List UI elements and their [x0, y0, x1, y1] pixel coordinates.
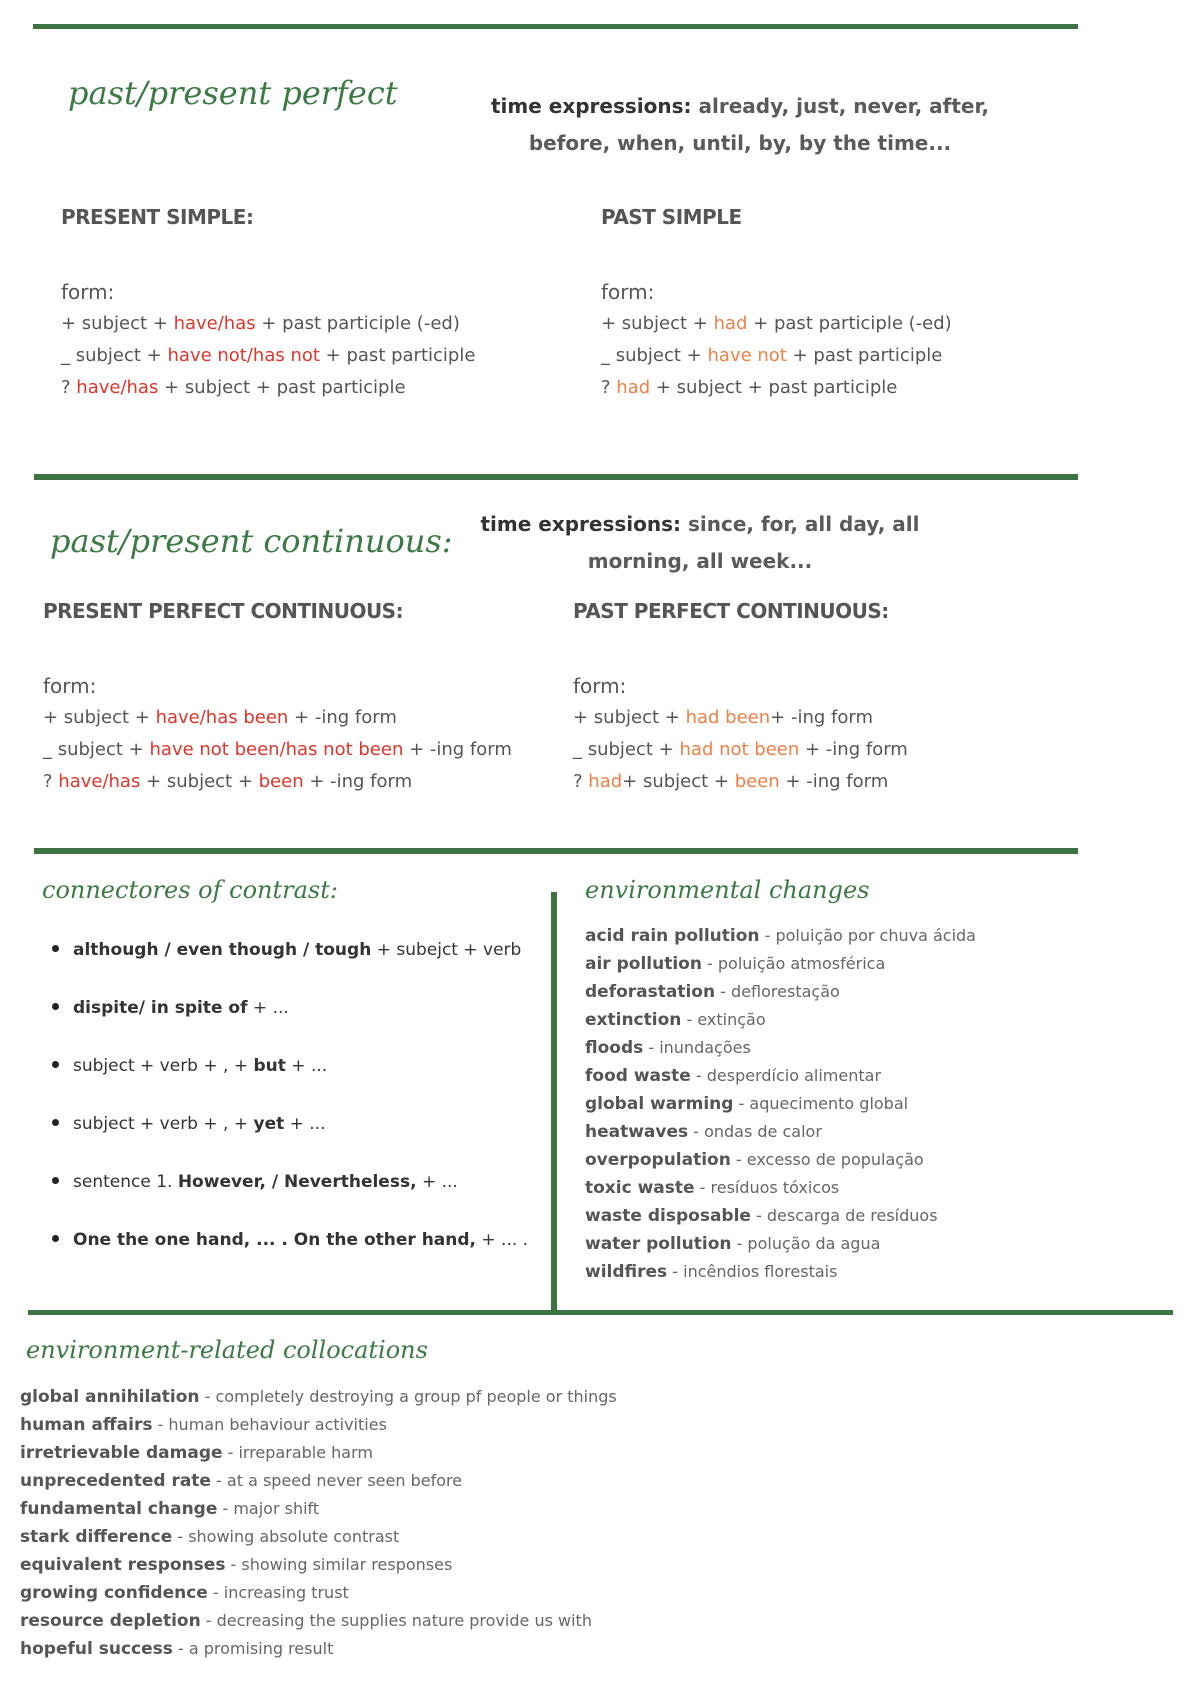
list-item: global warming - aquecimento global [585, 1094, 909, 1114]
env-changes-title: environmental changes [585, 876, 870, 904]
list-item: heatwaves - ondas de calor [585, 1122, 822, 1142]
list-item: global annihilation - completely destroying a group pf people or things [20, 1387, 617, 1407]
list-item: water pollution - polução da agua [585, 1234, 881, 1254]
list-item: acid rain pollution - poluição por chuva ácida [585, 926, 976, 946]
past-perfect-continuous-form: form: + subject + had been+ -ing form _ subject + had not been + -ing form ? had+ subject + been + -ing form [573, 670, 908, 798]
list-item: resource depletion - decreasing the supplies nature provide us with [20, 1611, 592, 1631]
section2-title: past/present continuous: [50, 522, 453, 560]
list-item: equivalent responses - showing similar responses [20, 1555, 453, 1575]
list-item: overpopulation - excesso de população [585, 1150, 924, 1170]
list-item: One the one hand, ... . On the other hand, + ... . [52, 1230, 528, 1250]
list-item: irretrievable damage - irreparable harm [20, 1443, 373, 1463]
list-item: waste disposable - descarga de resíduos [585, 1206, 938, 1226]
present-perfect-continuous-form: form: + subject + have/has been + -ing form _ subject + have not been/has not been + -ing form ? have/has + subject + been + -ing form [43, 670, 512, 798]
list-item: subject + verb + , + yet + ... [52, 1114, 326, 1134]
list-item: fundamental change - major shift [20, 1499, 320, 1519]
contrast-title: connectores of contrast: [42, 876, 338, 904]
form-line: ? have/has + subject + past participle [61, 377, 406, 398]
section1-time-expressions: time expressions: already, just, never, after, before, when, until, by, by the time... [490, 94, 989, 155]
form-line: _ subject + have not + past participle [601, 345, 943, 366]
form-line: + subject + have/has been + -ing form [43, 707, 397, 728]
list-item: air pollution - poluição atmosférica [585, 954, 886, 974]
list-item: dispite/ in spite of + ... [52, 998, 289, 1018]
list-item: food waste - desperdício alimentar [585, 1066, 882, 1086]
form-line: + subject + had been+ -ing form [573, 707, 873, 728]
list-item: deforastation - deflorestação [585, 982, 840, 1002]
form-line: _ subject + had not been + -ing form [573, 739, 908, 760]
list-item: extinction - extinção [585, 1010, 766, 1030]
list-item: growing confidence - increasing trust [20, 1583, 349, 1603]
list-item: stark difference - showing absolute contrast [20, 1527, 400, 1547]
section2-time-expressions: time expressions: since, for, all day, all morning, all week... [480, 512, 920, 573]
past-simple-heading: PAST SIMPLE [601, 205, 742, 229]
form-line: + subject + have/has + past participle (-ed) [61, 313, 460, 334]
past-perfect-continuous-heading: PAST PERFECT CONTINUOUS: [573, 599, 889, 623]
present-simple-form: form: + subject + have/has + past participle (-ed) _ subject + have not/has not + past participle ? have/has + subject + past participle [61, 276, 475, 404]
section1-title: past/present perfect [68, 74, 398, 112]
present-perfect-continuous-heading: PRESENT PERFECT CONTINUOUS: [43, 599, 404, 623]
list-item: sentence 1. However, / Nevertheless, + ... [52, 1172, 458, 1192]
list-item: subject + verb + , + but + ... [52, 1056, 327, 1076]
list-item: human affairs - human behaviour activities [20, 1415, 387, 1435]
past-simple-form: form: + subject + had + past participle (-ed) _ subject + have not + past participle ? had + subject + past participle [601, 276, 952, 404]
list-item: unprecedented rate - at a speed never seen before [20, 1471, 463, 1491]
form-line: ? had+ subject + been + -ing form [573, 771, 889, 792]
contrast-list [52, 0, 552, 1300]
list-item: wildfires - incêndios florestais [585, 1262, 838, 1282]
list-item: although / even though / tough + subejct + verb [52, 940, 521, 960]
present-simple-heading: PRESENT SIMPLE: [61, 205, 254, 229]
collocations-title: environment-related collocations [26, 1336, 428, 1364]
list-item: hopeful success - a promising result [20, 1639, 334, 1659]
list-item: toxic waste - resíduos tóxicos [585, 1178, 840, 1198]
form-line: _ subject + have not been/has not been + -ing form [43, 739, 512, 760]
list-item: floods - inundações [585, 1038, 751, 1058]
form-line: _ subject + have not/has not + past participle [61, 345, 476, 366]
form-line: ? have/has + subject + been + -ing form [43, 771, 413, 792]
collocations-list [20, 1383, 617, 1663]
divider-section4 [28, 1310, 1173, 1315]
env-changes-list [585, 922, 976, 1286]
form-line: + subject + had + past participle (-ed) [601, 313, 952, 334]
form-line: ? had + subject + past participle [601, 377, 898, 398]
